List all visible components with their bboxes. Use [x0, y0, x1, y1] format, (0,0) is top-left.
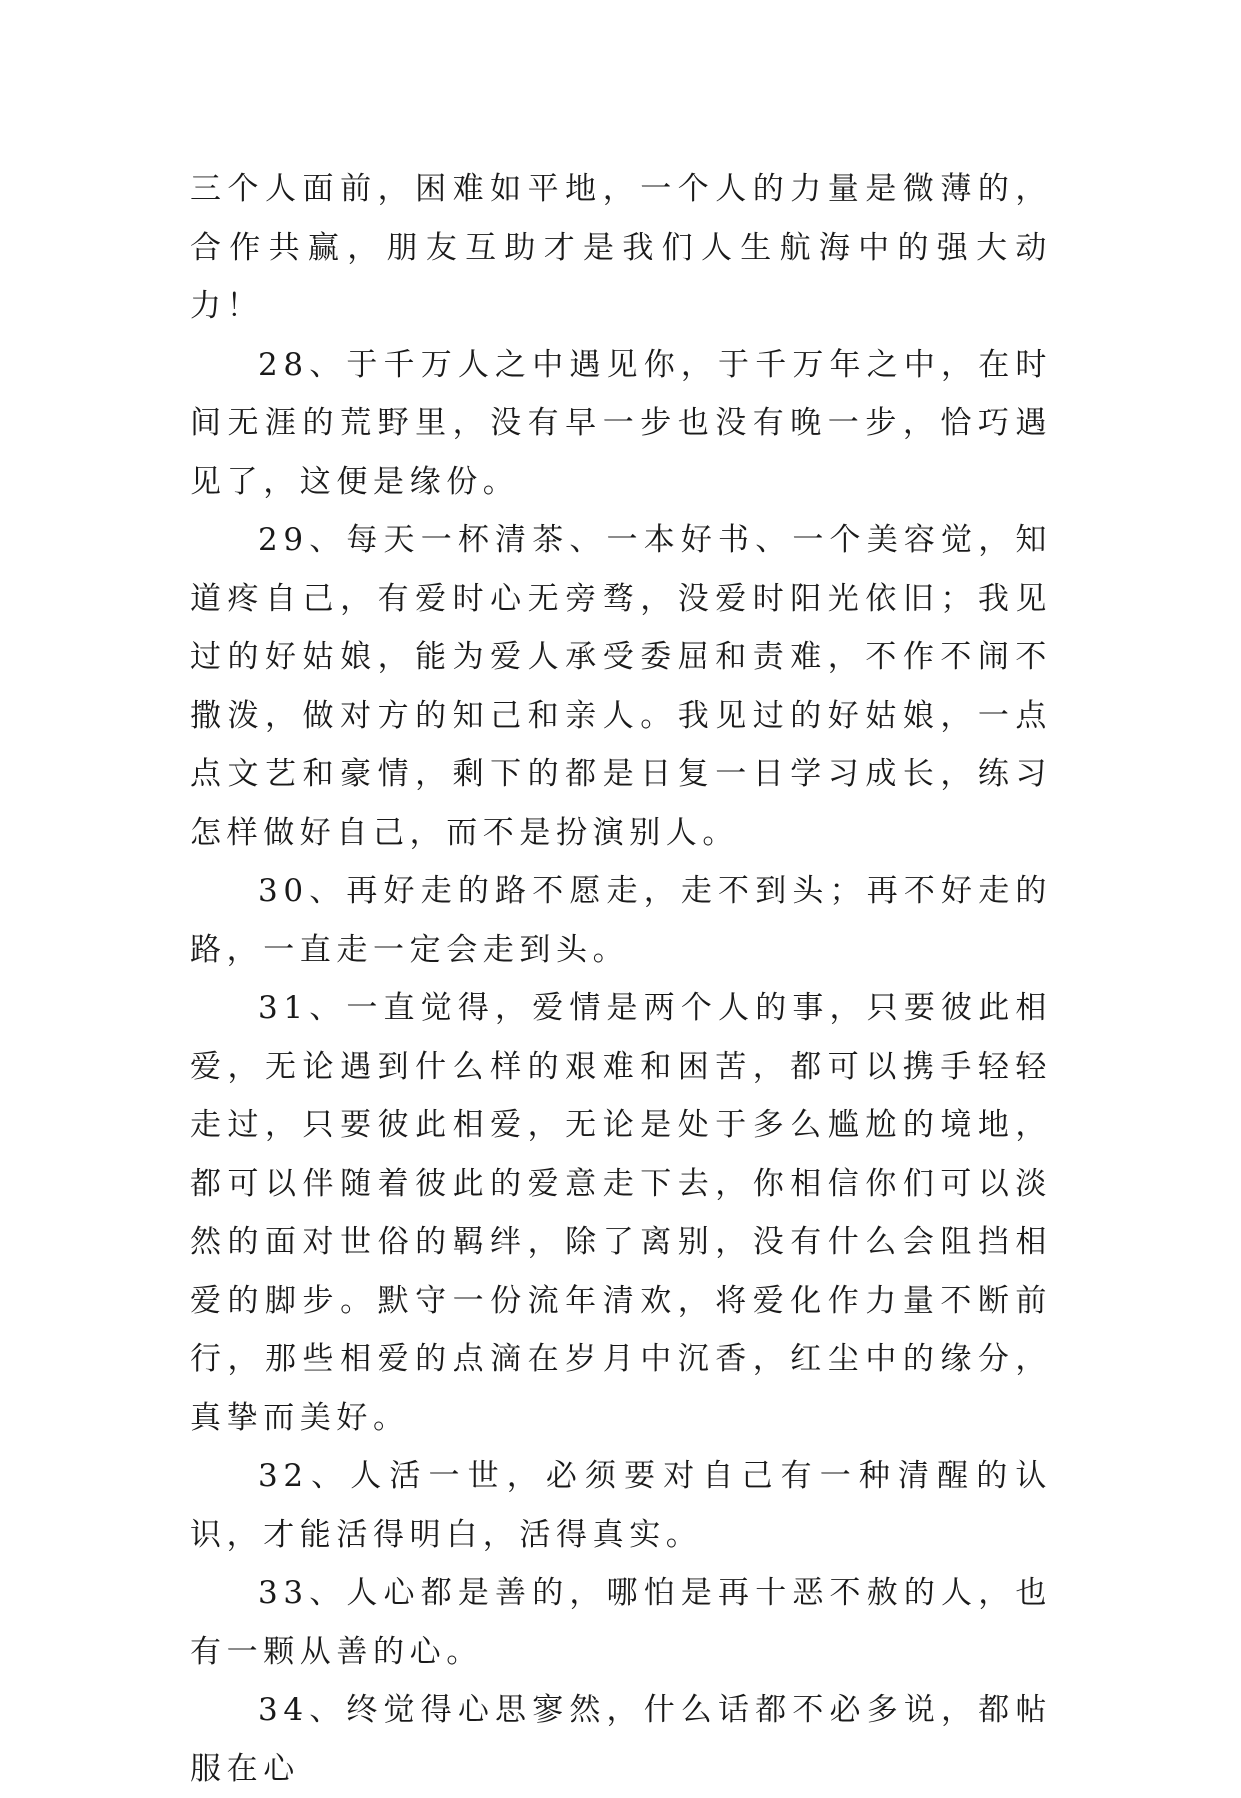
paragraph-31: 31、一直觉得，爱情是两个人的事，只要彼此相爱，无论遇到什么样的艰难和困苦，都可以携手轻轻走过，只要彼此相爱，无论是处于多么尴尬的境地，都可以伴随着彼此的爱意走下去，你相信你们可以淡然的面对世俗的羁绊，除了离别，没有什么会阻挡相爱的脚步。默守一份流年清欢，将爱化作力量不断前行，那些相爱的点滴在岁月中沉香，红尘中的缘分，真挚而美好。 — [190, 990, 1052, 1436]
paragraph-29: 29、每天一杯清茶、一本好书、一个美容觉，知道疼自己，有爱时心无旁骛，没爱时阳光依旧；我见过的好姑娘，能为爱人承受委屈和责难，不作不闹不撒泼，做对方的知己和亲人。我见过的好姑娘，一点点文艺和豪情，剩下的都是日复一日学习成长，练习怎样做好自己，而不是扮演别人。 — [190, 522, 1052, 851]
paragraph-34: 34、终觉得心思寥然，什么话都不必多说，都帖服在心 — [190, 1692, 1052, 1787]
paragraph-30: 30、再好走的路不愿走，走不到头；再不好走的路，一直走一定会走到头。 — [190, 873, 1052, 968]
document-body — [190, 160, 1052, 1798]
paragraph-33: 33、人心都是善的，哪怕是再十恶不赦的人，也有一颗从善的心。 — [190, 1575, 1052, 1670]
paragraph-28: 28、于千万人之中遇见你，于千万年之中，在时间无涯的荒野里，没有早一步也没有晚一步，恰巧遇见了，这便是缘份。 — [190, 346, 1052, 500]
paragraph-32: 32、人活一世，必须要对自己有一种清醒的认识，才能活得明白，活得真实。 — [190, 1458, 1052, 1553]
paragraph-27-continued: 三个人面前，困难如平地，一个人的力量是微薄的，合作共赢，朋友互助才是我们人生航海中的强大动力！ — [190, 171, 1052, 324]
